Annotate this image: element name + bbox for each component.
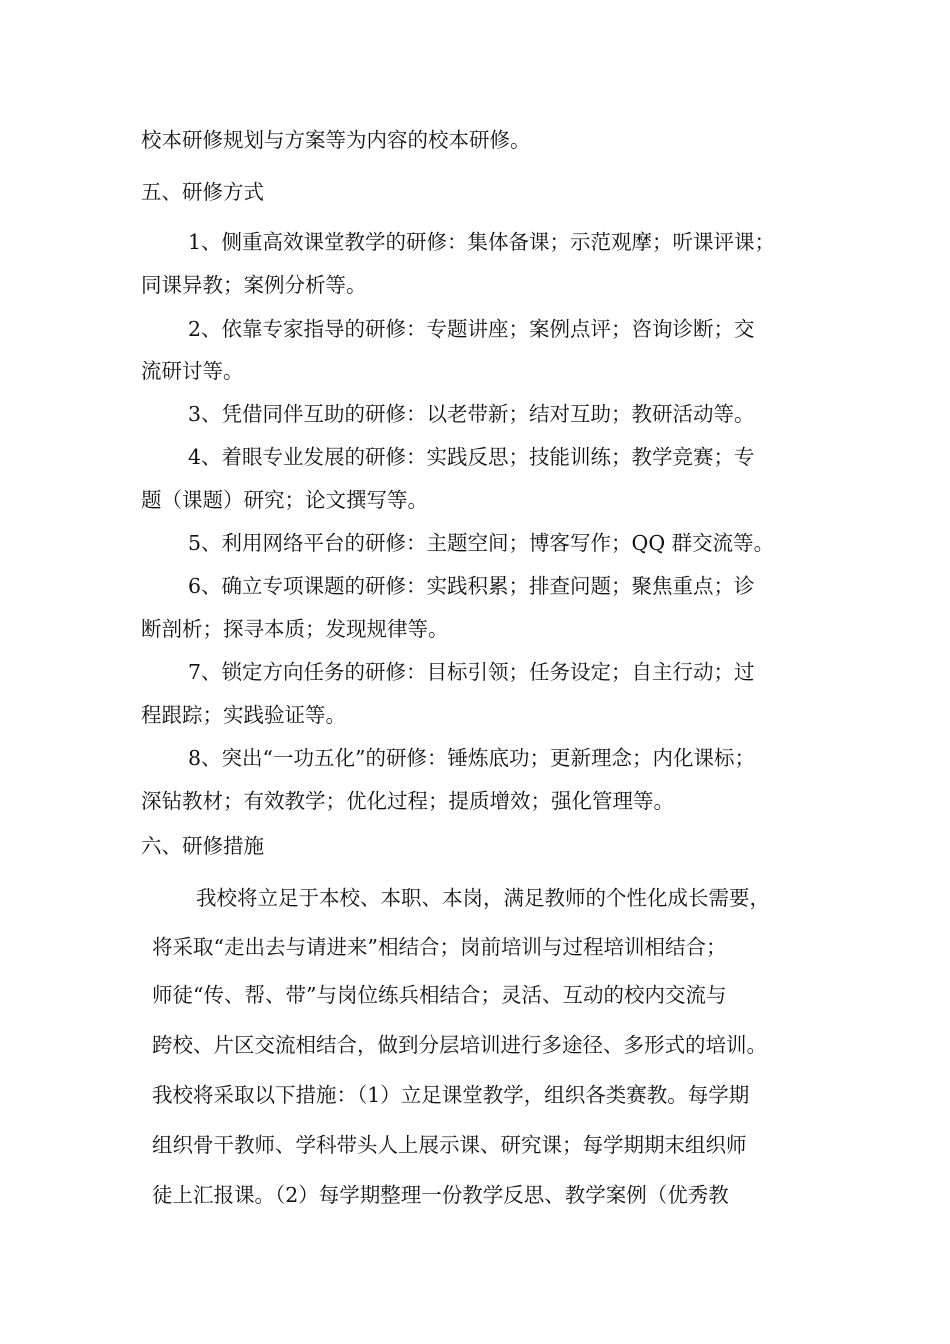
- text-line: 深钻教材；有效教学；优化过程；提质增效；强化管理等。: [141, 789, 674, 813]
- text-line: 我校将立足于本校、本职、本岗，满足教师的个性化成长需要，: [196, 886, 770, 910]
- section-heading: 五、研修方式: [141, 180, 264, 204]
- section-heading: 六、研修措施: [141, 834, 264, 858]
- text-line: 流研讨等。: [141, 359, 244, 383]
- text-line: 8、突出“一功五化”的研修：锤炼底功；更新理念；内化课标；: [188, 746, 756, 770]
- text-line: 校本研修规划与方案等为内容的校本研修。: [141, 128, 531, 152]
- text-line: 组织骨干教师、学科带头人上展示课、研究课；每学期期末组织师: [152, 1133, 747, 1157]
- text-line: 断剖析；探寻本质；发现规律等。: [141, 617, 449, 641]
- text-line: 3、凭借同伴互助的研修：以老带新；结对互助；教研活动等。: [188, 402, 755, 426]
- text-line: 跨校、片区交流相结合，做到分层培训进行多途径、多形式的培训。: [152, 1033, 767, 1057]
- text-line: 同课异教；案例分析等。: [141, 273, 367, 297]
- text-line: 我校将采取以下措施：（1）立足课堂教学，组织各类赛教。每学期: [152, 1083, 750, 1107]
- text-line: 徒上汇报课。（2）每学期整理一份教学反思、教学案例（优秀教: [152, 1183, 729, 1207]
- text-line: 题（课题）研究；论文撰写等。: [141, 488, 428, 512]
- text-line: 5、利用网络平台的研修：主题空间；博客写作；QQ 群交流等。: [188, 531, 775, 555]
- text-line: 4、着眼专业发展的研修：实践反思；技能训练；教学竞赛；专: [188, 445, 755, 469]
- text-line: 7、锁定方向任务的研修：目标引领；任务设定；自主行动；过: [188, 660, 755, 684]
- text-line: 2、依靠专家指导的研修：专题讲座；案例点评；咨询诊断；交: [188, 317, 755, 341]
- text-line: 1、侧重高效课堂教学的研修：集体备课；示范观摩；听课评课；: [188, 230, 776, 254]
- text-line: 将采取“走出去与请进来”相结合；岗前培训与过程培训相结合；: [152, 935, 727, 959]
- text-line: 程跟踪；实践验证等。: [141, 703, 346, 727]
- text-line: 师徒“传、帮、带”与岗位练兵相结合；灵活、互动的校内交流与: [152, 983, 727, 1007]
- text-line: 6、确立专项课题的研修：实践积累；排查问题；聚焦重点；诊: [188, 574, 755, 598]
